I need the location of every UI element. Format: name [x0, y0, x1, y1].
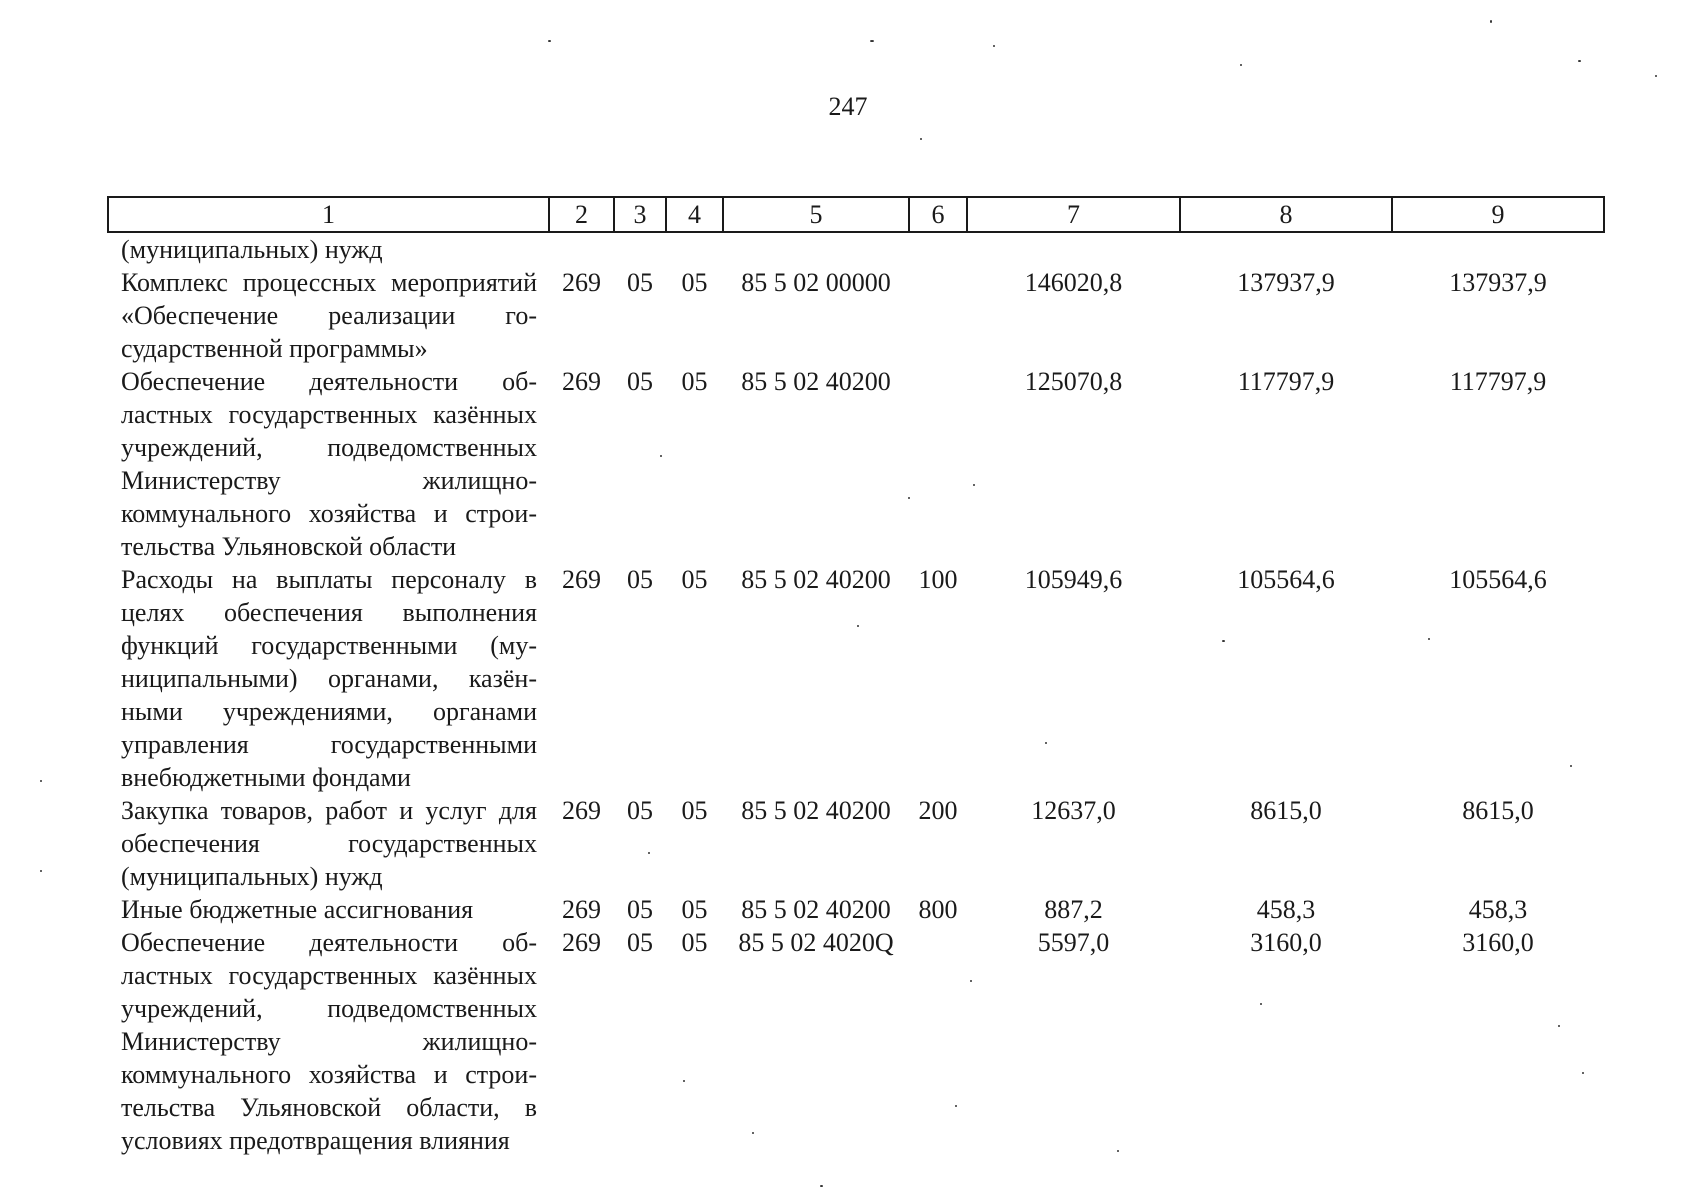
row-name: Обеспечение деятельности областных государственных казённых учреждений, подведомственных Министерству жилищно-коммунального хозяйства и строительства Ульяновской области — [121, 367, 537, 561]
scan-speck — [857, 625, 859, 627]
row-expense-type: 200 — [918, 796, 958, 825]
row-subsection-code: 05 — [681, 895, 708, 924]
row-amount-3: 3160,0 — [1462, 928, 1534, 957]
scan-speck — [1582, 1072, 1584, 1074]
row-section-code: 05 — [627, 928, 653, 957]
row-ministry-code — [549, 232, 614, 266]
row-section-code — [614, 232, 666, 266]
row-target-article: 85 5 02 4020Q — [738, 928, 894, 957]
header-col-4: 4 — [666, 197, 723, 232]
scan-speck — [1260, 1003, 1262, 1005]
row-amount-2: 3160,0 — [1250, 928, 1322, 957]
row-amount-3: 117797,9 — [1449, 367, 1547, 396]
scan-speck — [870, 40, 874, 42]
row-expense-type — [909, 232, 967, 266]
row-subsection-code: 05 — [681, 268, 708, 297]
row-expense-type — [909, 266, 967, 365]
row-amount-3: 137937,9 — [1449, 268, 1547, 297]
scan-speck — [1222, 640, 1225, 642]
row-amount-1: 105949,6 — [1024, 565, 1123, 594]
row-amount-1: 146020,8 — [1024, 268, 1123, 297]
row-subsection-code: 05 — [681, 565, 708, 594]
row-name: (муниципальных) нужд — [121, 235, 383, 264]
scan-speck — [993, 45, 995, 47]
scan-speck — [908, 497, 910, 499]
header-row — [108, 197, 1604, 232]
row-amount-3: 105564,6 — [1449, 565, 1547, 594]
row-ministry-code: 269 — [562, 367, 601, 396]
scan-speck — [955, 1105, 957, 1107]
row-amount-3 — [1392, 232, 1604, 266]
scan-speck — [40, 780, 42, 782]
row-section-code: 05 — [627, 796, 653, 825]
row-name: Расходы на выплаты персоналу в целях обеспечения выполнения функций государственными (муниципальными) органами, казёнными учреждениями, органами управления государственными внебюджетными фондами — [121, 565, 537, 792]
row-section-code: 05 — [627, 565, 653, 594]
table-header — [108, 197, 1604, 232]
row-amount-3: 8615,0 — [1462, 796, 1534, 825]
scan-speck — [548, 40, 551, 42]
table-row — [108, 365, 1604, 563]
scan-speck — [1490, 20, 1492, 23]
row-name: Обеспечение деятельности областных государственных казённых учреждений, подведомственных Министерству жилищно-коммунального хозяйства и строительства Ульяновской области, в условиях предотвращения влияния — [121, 928, 537, 1155]
table-row — [108, 232, 1604, 266]
page-number: 247 — [828, 92, 868, 121]
row-amount-3: 458,3 — [1468, 895, 1528, 924]
row-amount-1: 5597,0 — [1037, 928, 1110, 957]
scan-speck — [970, 980, 972, 982]
row-target-article: 85 5 02 40200 — [741, 367, 891, 396]
row-expense-type — [909, 926, 967, 1157]
scan-speck — [648, 852, 650, 854]
row-amount-2: 8615,0 — [1250, 796, 1322, 825]
row-subsection-code: 05 — [681, 796, 708, 825]
row-ministry-code: 269 — [562, 895, 601, 924]
row-amount-2: 458,3 — [1256, 895, 1316, 924]
scan-speck — [820, 1185, 823, 1187]
row-target-article: 85 5 02 00000 — [741, 268, 891, 297]
scan-speck — [973, 484, 975, 486]
row-expense-type — [909, 365, 967, 563]
table-row — [108, 794, 1604, 893]
scan-speck — [660, 455, 662, 457]
scan-speck — [40, 870, 42, 872]
header-col-3: 3 — [614, 197, 666, 232]
table-row — [108, 893, 1604, 926]
row-target-article: 85 5 02 40200 — [741, 796, 891, 825]
header-col-9: 9 — [1392, 197, 1604, 232]
row-subsection-code — [666, 232, 723, 266]
scan-speck — [752, 1132, 754, 1134]
row-amount-2: 105564,6 — [1237, 565, 1335, 594]
row-section-code: 05 — [627, 367, 653, 396]
row-expense-type: 100 — [918, 565, 958, 594]
row-section-code: 05 — [627, 268, 653, 297]
row-amount-1 — [967, 232, 1180, 266]
row-amount-2: 117797,9 — [1237, 367, 1335, 396]
row-amount-2 — [1180, 232, 1392, 266]
row-name: Комплекс процессных мероприятий «Обеспечение реализации государственной программы» — [121, 268, 537, 363]
scan-speck — [920, 138, 922, 140]
scan-speck — [1578, 60, 1581, 62]
row-section-code: 05 — [627, 895, 653, 924]
table-row — [108, 926, 1604, 1157]
header-col-1: 1 — [108, 197, 549, 232]
row-target-article: 85 5 02 40200 — [741, 565, 891, 594]
scan-speck — [1655, 75, 1657, 77]
row-amount-1: 887,2 — [1044, 895, 1103, 924]
row-subsection-code: 05 — [681, 928, 708, 957]
row-ministry-code: 269 — [562, 268, 601, 297]
row-amount-1: 12637,0 — [1031, 796, 1116, 825]
row-ministry-code: 269 — [562, 565, 601, 594]
row-ministry-code: 269 — [562, 928, 601, 957]
header-col-2: 2 — [549, 197, 614, 232]
header-col-8: 8 — [1180, 197, 1392, 232]
scan-speck — [1570, 765, 1572, 767]
row-name: Закупка товаров, работ и услуг для обеспечения государственных (муниципальных) нужд — [121, 796, 537, 891]
row-subsection-code: 05 — [681, 367, 708, 396]
scan-speck — [1045, 742, 1047, 744]
scan-speck — [1558, 1025, 1560, 1027]
header-col-6: 6 — [909, 197, 967, 232]
header-col-7: 7 — [967, 197, 1180, 232]
table-body — [108, 232, 1604, 1157]
row-name: Иные бюджетные ассигнования — [121, 895, 474, 924]
scan-speck — [1428, 638, 1430, 640]
row-target-article: 85 5 02 40200 — [741, 895, 891, 924]
scan-speck — [1117, 1150, 1119, 1152]
scan-speck — [1240, 64, 1242, 66]
row-amount-1: 125070,8 — [1024, 367, 1123, 396]
table-row — [108, 266, 1604, 365]
row-amount-2: 137937,9 — [1237, 268, 1335, 297]
header-col-5: 5 — [723, 197, 909, 232]
scan-speck — [683, 1080, 685, 1082]
row-expense-type: 800 — [918, 895, 958, 924]
row-target-article — [723, 232, 909, 266]
row-ministry-code: 269 — [562, 796, 601, 825]
table-row — [108, 563, 1604, 794]
budget-table — [107, 196, 1605, 1157]
